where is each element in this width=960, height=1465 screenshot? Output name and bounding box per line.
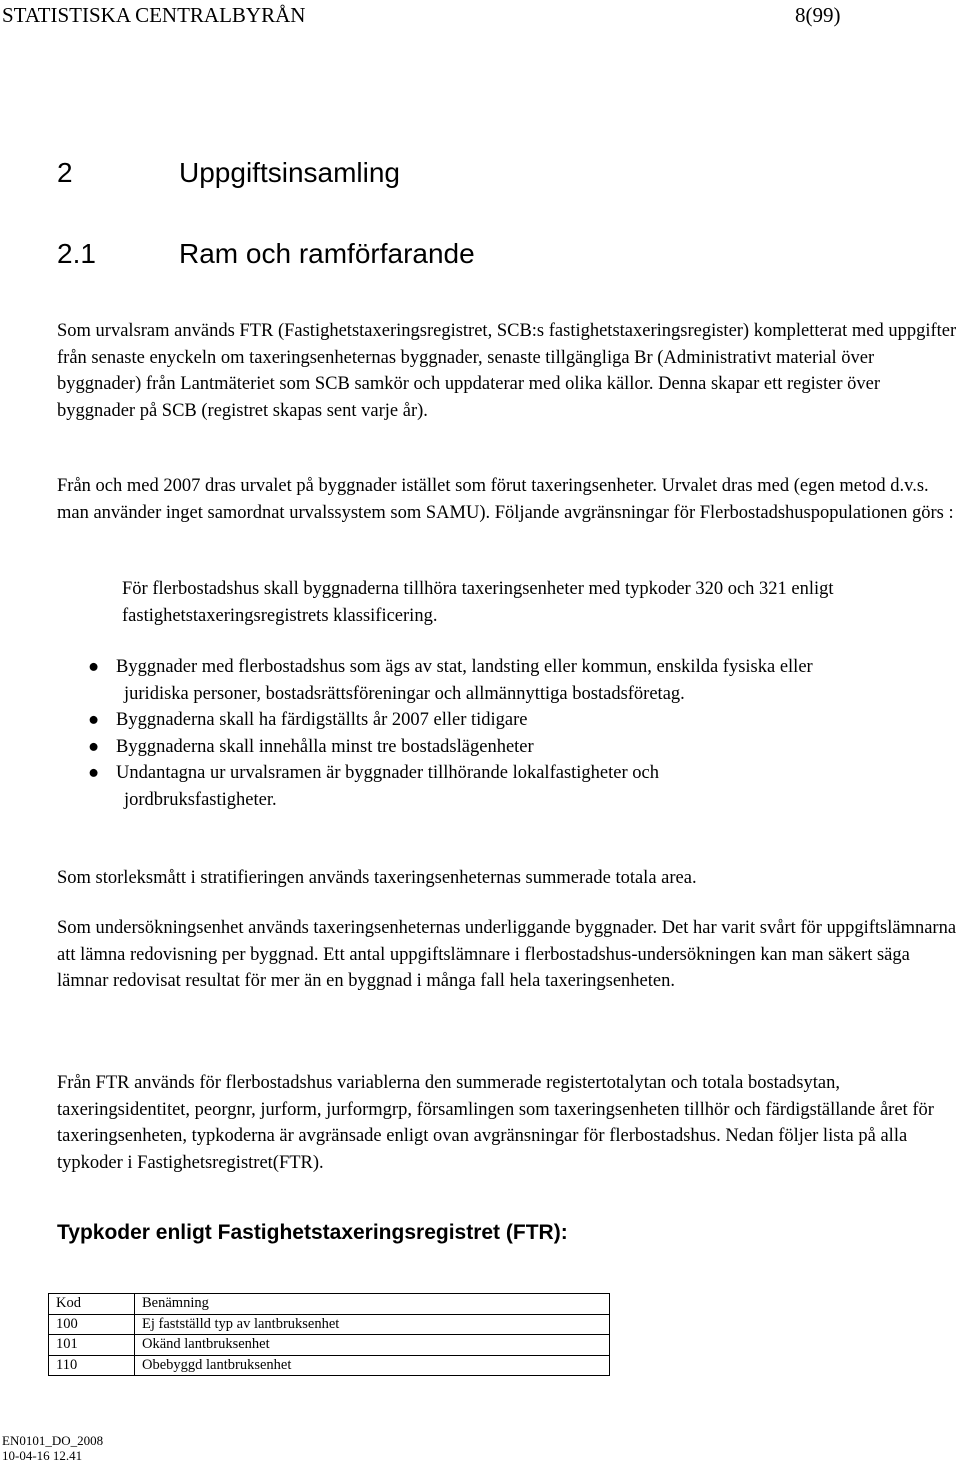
header-page-number: 8(99) [795,3,841,27]
subsection-heading [57,238,857,272]
paragraph-text: Som storleksmått i stratifieringen används taxeringsenheternas summerade totala area. [57,868,697,888]
paragraph-size-measure [57,865,960,892]
list-item-line: Byggnader med flerbostadshus som ägs av stat, landsting eller kommun, enskilda fysiska eller [116,657,813,677]
typecode-table [48,1293,610,1376]
table-cell-name: Obebyggd lantbruksenhet [135,1355,610,1376]
list-item-line: Byggnaderna skall ha färdigställts år 2007 eller tidigare [116,710,528,730]
table-header-row [49,1294,610,1315]
table-cell-name: Okänd lantbruksenhet [135,1335,610,1356]
subsection-title: Ram och ramförfarande [179,238,475,269]
footer-document-id: EN0101_DO_2008 [2,1433,104,1448]
bullet-icon: ● [88,736,100,757]
list-item [0,760,960,813]
table-row [49,1314,610,1335]
list-item [0,734,960,761]
paragraph-text: Som urvalsram används FTR (Fastighetstaxeringsregistret, SCB:s fastighetstaxeringsregister) kompletterat med uppgifter från senaste enyckeln om taxeringsenheternas byggnader, senaste tillgängliga Br (Administrativt material över byggnader) från Lantmäteriet som SCB samkör och uppdaterar med olika källor. Denna skapar ett register över byggnader på SCB (registret skapas sent varje år). [57,321,957,421]
list-item-line: Undantagna ur urvalsramen är byggnader tillhörande lokalfastigheter och [116,763,659,783]
list-item [0,707,960,734]
table-cell-name: Ej fastställd typ av lantbruksenhet [135,1314,610,1335]
bullet-icon: ● [88,657,100,677]
column-header-name: Benämning [135,1294,610,1315]
section-number: 2 [57,157,73,188]
table-cell-code: 101 [49,1335,135,1356]
list-item-line: jordbruksfastigheter. [124,789,277,810]
paragraph-text: Som undersökningsenhet används taxeringsenheternas underliggande byggnader. Det har varit svårt för uppgiftslämnarna att lämna redovisning per byggnad. Ett antal uppgiftslämnare i flerbostadshus-undersökningen kan man säkert säga lämnar redovisat resultat för mer än en byggnad i många fall hela taxeringsenheten. [57,918,957,991]
column-header-code: Kod [49,1294,135,1315]
table-heading: Typkoder enligt Fastighetstaxeringsregistret (FTR): [57,1221,568,1244]
list-item-line: Byggnaderna skall innehålla minst tre bostadslägenheter [116,736,534,757]
paragraph-ftr-variables [57,1070,960,1176]
subsection-number: 2.1 [57,238,96,269]
section-heading [57,157,857,191]
paragraph-selection [57,473,960,526]
list-item-line: juridiska personer, bostadsrättsföreningar och allmännyttiga bostadsföretag. [124,683,685,704]
table-cell-code: 110 [49,1355,135,1376]
header-organization: STATISTISKA CENTRALBYRÅN [2,3,306,27]
paragraph-sampling-frame [57,318,960,424]
table-row [49,1355,610,1376]
paragraph-survey-unit [57,915,960,995]
bullet-icon: ● [88,710,100,730]
bullet-icon: ● [88,763,100,783]
paragraph-text: Från och med 2007 dras urvalet på byggnader istället som förut taxeringsenheter. Urvalet dras med (egen metod d.v.s. man använder inget samordnat urvalssystem som SAMU). Följande avgränsningar för Flerbostadshuspopulationen görs : [57,476,954,523]
paragraph-text: Från FTR används för flerbostadshus variablerna den summerade registertotalytan och totala bostadsytan, taxeringsidentitet, peorgnr, jurform, jurformgrp, församlingen som taxeringsenheten tillhör och färdigställande året för taxeringsenheten, typkoderna är avgränsade enligt ovan avgränsningar för flerbostadshus. Nedan följer lista på alla typkoder i Fastighetsregistret(FTR). [57,1073,934,1173]
list-item [0,654,960,707]
delimitation-list [0,654,960,813]
indented-paragraph [122,576,952,629]
footer [2,1433,103,1463]
section-title: Uppgiftsinsamling [179,157,400,188]
paragraph-text: För flerbostadshus skall byggnaderna tillhöra taxeringsenheter med typkoder 320 och 321 enligt fastighetstaxeringsregistrets klassificering. [122,579,834,626]
table-row [49,1335,610,1356]
footer-datetime: 10-04-16 12.41 [2,1448,83,1463]
table-cell-code: 100 [49,1314,135,1335]
